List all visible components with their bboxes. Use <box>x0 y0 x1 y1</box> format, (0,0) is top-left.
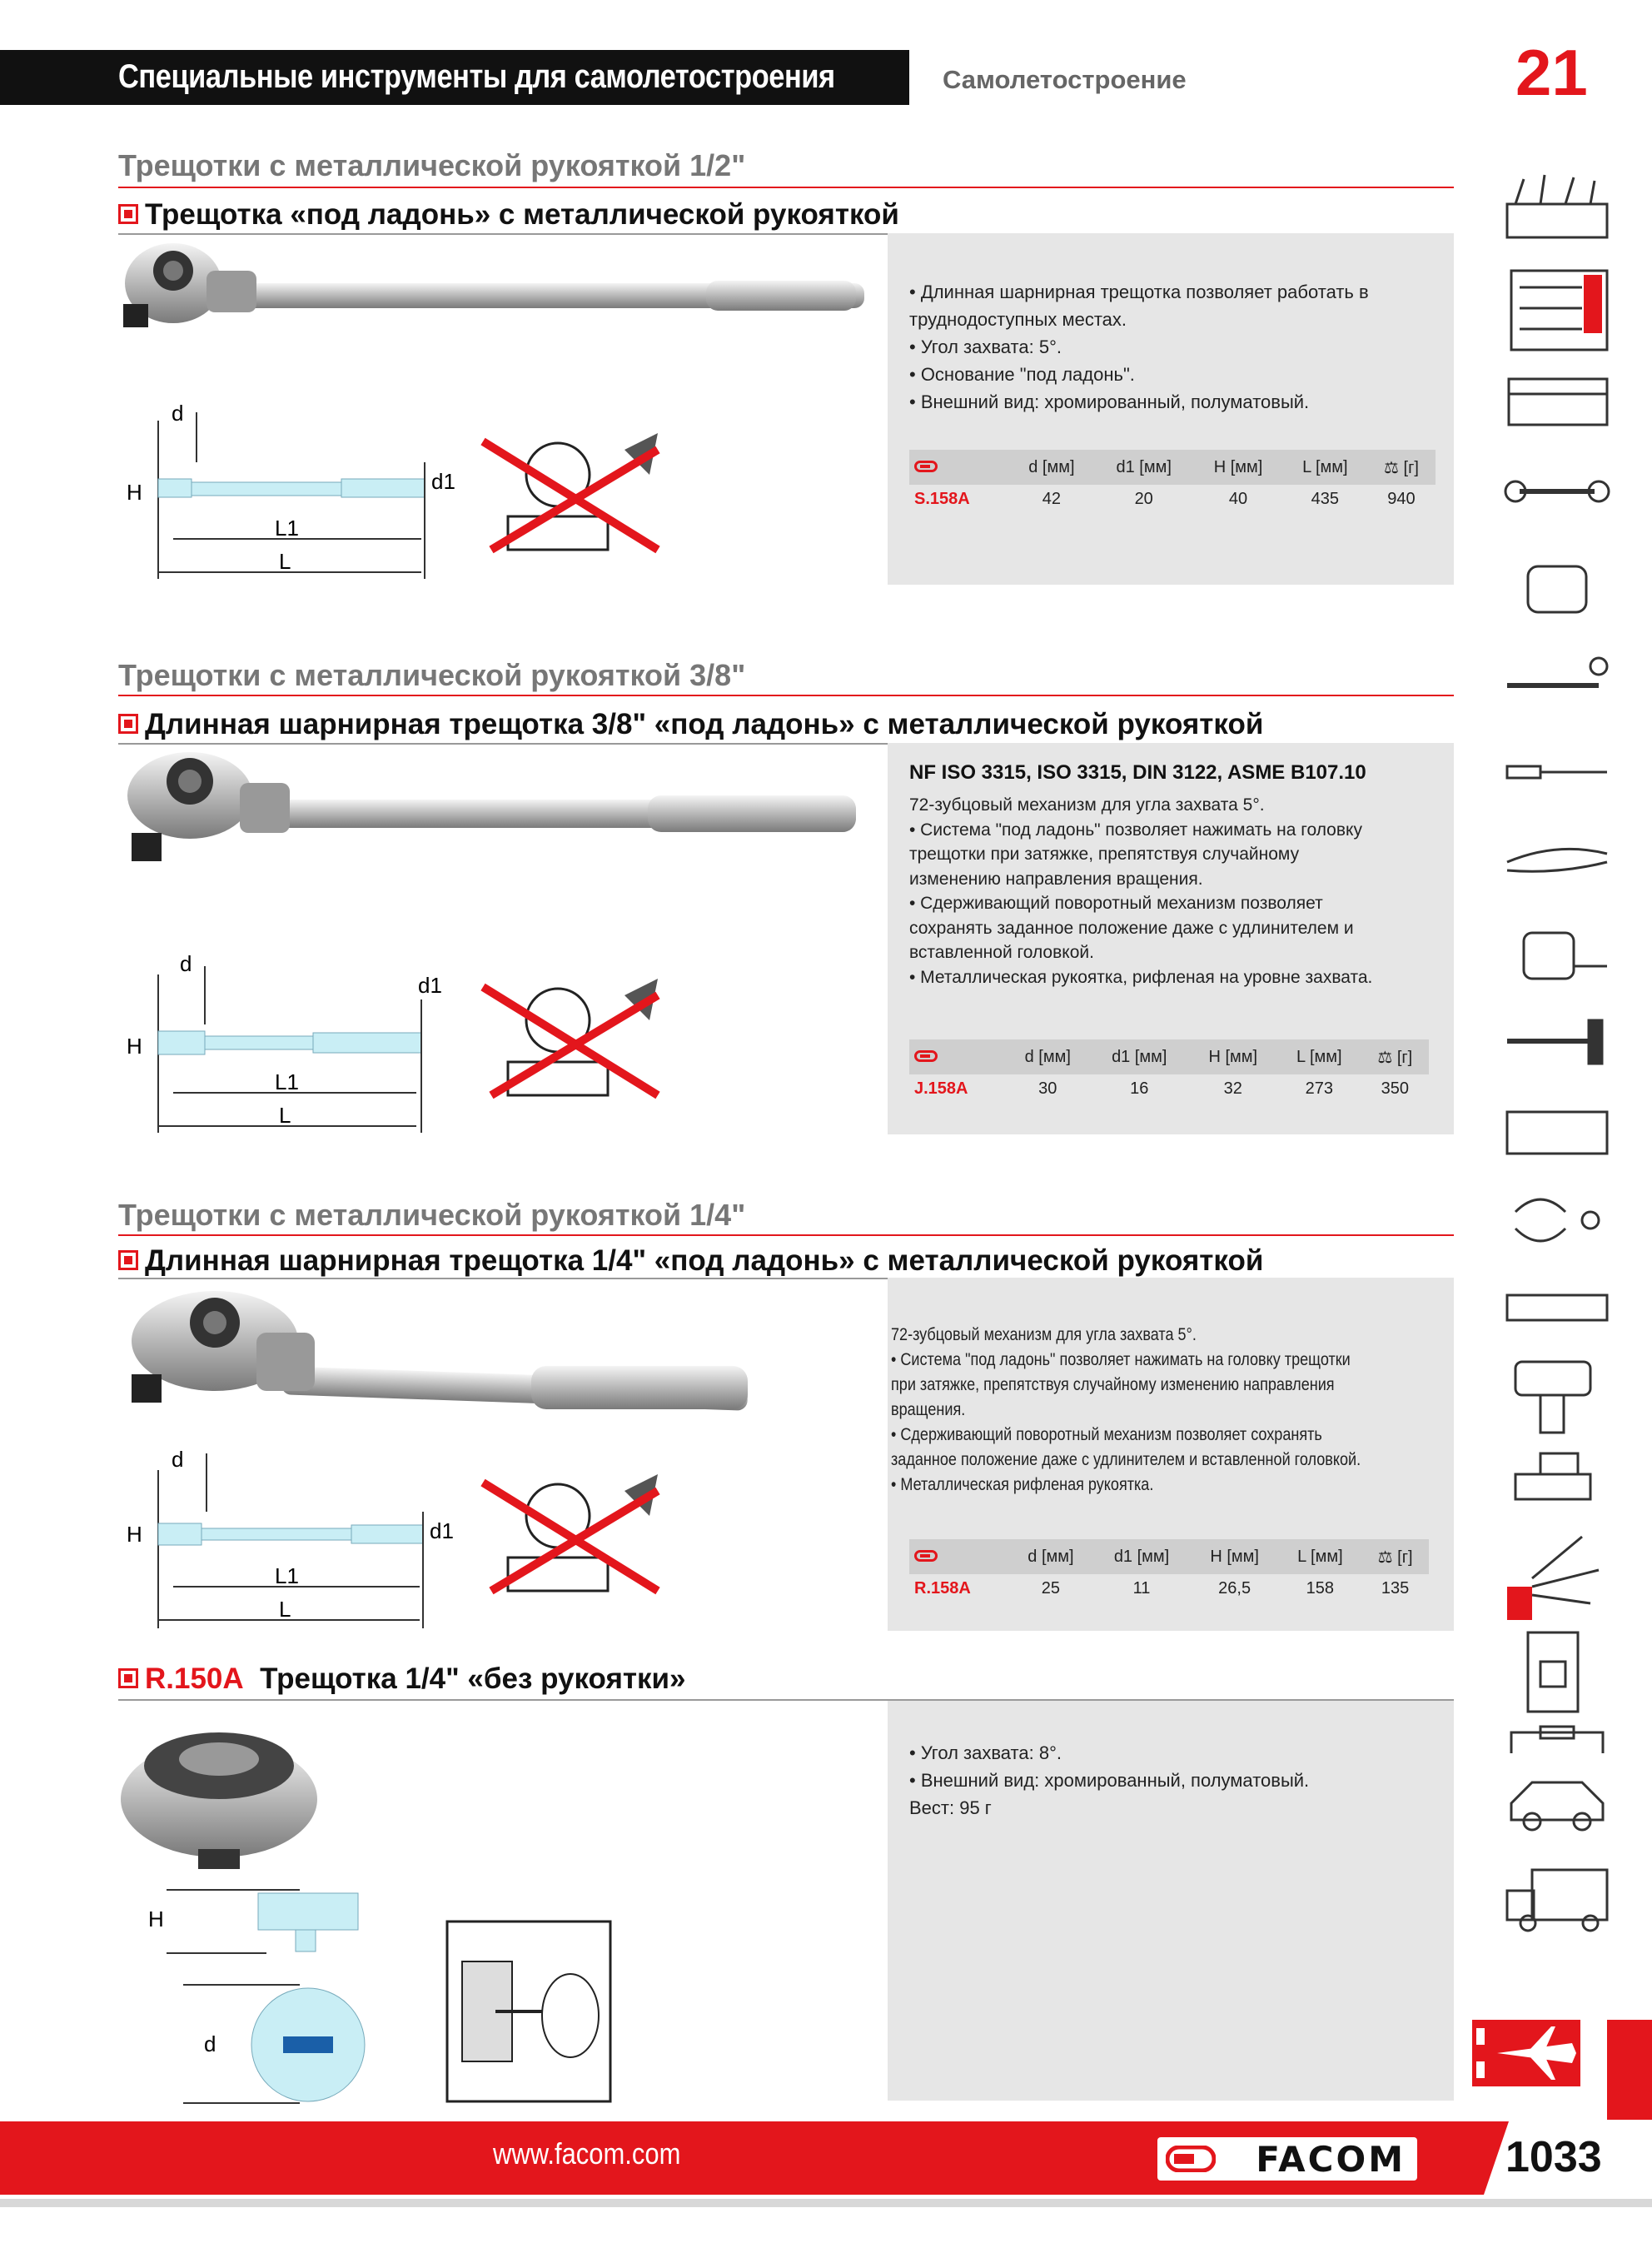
weight-icon: ⚖ <box>1377 1548 1398 1567</box>
puller-icon <box>1515 1199 1599 1241</box>
table-header: L [мм] <box>1283 450 1367 485</box>
facom-logo <box>1157 2137 1417 2181</box>
multimeter-icon <box>1507 1295 1607 1320</box>
svg-text:L: L <box>279 1103 291 1128</box>
description-line: • Основание "под ладонь". <box>909 364 1135 385</box>
svg-text:L: L <box>279 549 291 574</box>
svg-text:H: H <box>148 1907 164 1931</box>
vise-icon <box>1515 1453 1590 1499</box>
product-title: R.150A Трещотка 1/4" «без рукоятки» <box>118 1662 686 1696</box>
svg-text:L1: L1 <box>275 516 299 541</box>
svg-text:H: H <box>127 1522 142 1547</box>
airplane-icon <box>1472 2020 1580 2086</box>
truck-icon <box>1507 1870 1607 1931</box>
table-row: S.158A 42 20 40 435 940 <box>909 485 1436 513</box>
svg-text:L1: L1 <box>275 1069 299 1094</box>
spec-table: d [мм] d1 [мм] H [мм] L [мм] ⚖ [г] J.158A 30 16 32 273 350 <box>909 1039 1429 1103</box>
socket-icon <box>1528 566 1586 612</box>
section-title: Трещотки с металлической рукояткой 1/4" <box>118 1198 746 1232</box>
description-line: • Внешний вид: хромированный, полуматовый. <box>909 391 1310 412</box>
svg-text:L: L <box>279 1597 291 1622</box>
section-title: Трещотки с металлической рукояткой 1/2" <box>118 148 746 182</box>
svg-text:d: d <box>204 2031 216 2056</box>
section-divider <box>118 187 1454 188</box>
spec-table <box>909 450 1436 513</box>
description-line: • Угол захвата: 5°. <box>909 336 1062 357</box>
svg-text:d: d <box>180 951 192 976</box>
svg-text:d1: d1 <box>431 469 455 494</box>
chapter-number: 21 <box>1515 36 1588 109</box>
svg-text:d1: d1 <box>430 1518 454 1543</box>
page-number: 1033 <box>1505 2133 1602 2181</box>
reference-code: R.150A <box>145 1662 244 1695</box>
product-title: Длинная шарнирная трещотка 1/4" «под ладонь» с металлической рукояткой <box>118 1244 1263 1278</box>
section-title: Трещотки с металлической рукояткой 3/8" <box>118 658 746 692</box>
standards-line: NF ISO 3315, ISO 3315, DIN 3122, ASME B107.10 <box>909 761 1366 784</box>
table-row: R.158A 25 11 26,5 158 135 <box>909 1574 1429 1602</box>
chapter-subtitle: Самолетостроение <box>943 65 1187 94</box>
reference-code: S.158A <box>914 489 970 508</box>
section-divider <box>118 695 1454 696</box>
website-link[interactable]: www.facom.com <box>493 2136 681 2171</box>
car-icon <box>1511 1782 1603 1830</box>
facom-mini-logo-icon <box>914 1050 938 1062</box>
page-title: Специальные инструменты для самолетостроения <box>118 58 835 95</box>
description-list <box>909 278 1369 416</box>
screwdriver-icon <box>1507 766 1607 778</box>
impact-wrench-icon <box>1515 1362 1590 1433</box>
no-hammer-icon <box>466 970 674 1120</box>
dimension-diagram <box>117 396 466 587</box>
ratchet-image <box>115 750 873 875</box>
section-divider <box>118 1234 1454 1236</box>
facom-mini-logo-icon <box>914 461 938 472</box>
table-header: ⚖ [г] <box>1367 450 1436 485</box>
table-header: d [мм] <box>1009 450 1094 485</box>
description-list: • Угол захвата: 8°. • Внешний вид: хромированный, полуматовый. Вест: 95 г <box>909 1742 1310 1818</box>
usage-illustration <box>445 1920 612 2103</box>
brand-name: FACOM <box>1256 2139 1406 2180</box>
tool-cabinet-icon <box>1511 271 1607 350</box>
description-line: труднодоступных местах. <box>909 309 1127 330</box>
hammer-icon <box>1507 1020 1602 1064</box>
spec-table: d [мм] d1 [мм] H [мм] L [мм] ⚖ [г] R.158A 25 11 26,5 158 135 <box>909 1539 1429 1602</box>
svg-text:H: H <box>127 480 142 505</box>
bullet-square-icon <box>118 204 138 224</box>
svg-text:H: H <box>127 1034 142 1059</box>
footer-stripe <box>0 2199 1652 2207</box>
storage-drawer-icon <box>1509 379 1607 425</box>
table-header: d1 [мм] <box>1094 450 1193 485</box>
product-title-text: Трещотка «под ладонь» с металлической рукояткой <box>145 198 899 231</box>
safety-icon <box>1507 1537 1599 1620</box>
no-hammer-icon <box>466 425 674 575</box>
circuit-breaker-icon <box>1528 1632 1578 1712</box>
svg-text:d1: d1 <box>418 973 442 998</box>
svg-text:d: d <box>172 401 184 426</box>
bullet-square-icon <box>118 1668 138 1688</box>
table-row: J.158A 30 16 32 273 350 <box>909 1074 1429 1103</box>
bullet-square-icon <box>118 714 138 734</box>
reference-code: R.158A <box>914 1578 971 1598</box>
ratchet-image <box>115 237 873 354</box>
tape-measure-icon <box>1524 933 1607 979</box>
toolbox-icon <box>1507 175 1607 237</box>
description-list: 72-зубцовый механизм для угла захвата 5°. • Система "под ладонь" позволяет нажимать на головку трещотки при затяжке, препятствуя случайному изменению направления вращения. • Сдерживающий поворотный механизм позволяет сохранять заданное положение даже с удлинителем и вставленной головкой. • Металлическая рифленая рукоятка. <box>891 1325 1361 1494</box>
svg-text:d: d <box>172 1447 184 1472</box>
weight-icon: ⚖ <box>1384 458 1404 477</box>
hacksaw-icon <box>1507 1112 1607 1154</box>
dimension-diagram <box>133 1878 383 2128</box>
facom-mini-logo-icon <box>914 1550 938 1562</box>
dimension-diagram <box>117 950 466 1141</box>
table-header: H [мм] <box>1193 450 1282 485</box>
ratchet-head-image <box>115 1707 331 1874</box>
svg-text:L1: L1 <box>275 1563 299 1588</box>
description-line: • Длинная шарнирная трещотка позволяет работать в <box>909 282 1369 302</box>
side-accent-bar <box>1607 2020 1652 2120</box>
product-title: Длинная шарнирная трещотка 3/8" «под ладонь» с металлической рукояткой <box>118 708 1263 741</box>
product-title <box>118 198 899 232</box>
reference-code: J.158A <box>914 1079 968 1098</box>
description-list: 72-зубцовый механизм для угла захвата 5°. • Система "под ладонь" позволяет нажимать на головку трещотки при затяжке, препятствуя случайному изменению направления вращения. • Сдерживающий поворотный механизм позволяет сохранять заданное положение даже с удлинителем и вставленной головкой. • Металлическая рукоятка, рифленая на уровне захвата. <box>909 795 1373 987</box>
wrench-icon <box>1505 481 1609 501</box>
side-icon-column <box>1490 171 1624 2020</box>
ratchet-icon <box>1507 658 1607 685</box>
facom-logo-icon <box>1166 2146 1216 2172</box>
no-hammer-icon <box>466 1466 674 1616</box>
weight-icon: ⚖ <box>1377 1048 1397 1067</box>
pliers-icon <box>1507 849 1607 871</box>
ratchet-image <box>115 1283 798 1441</box>
dimension-diagram <box>117 1445 466 1637</box>
bullet-square-icon <box>118 1250 138 1270</box>
handle-icon <box>1511 1727 1603 1753</box>
